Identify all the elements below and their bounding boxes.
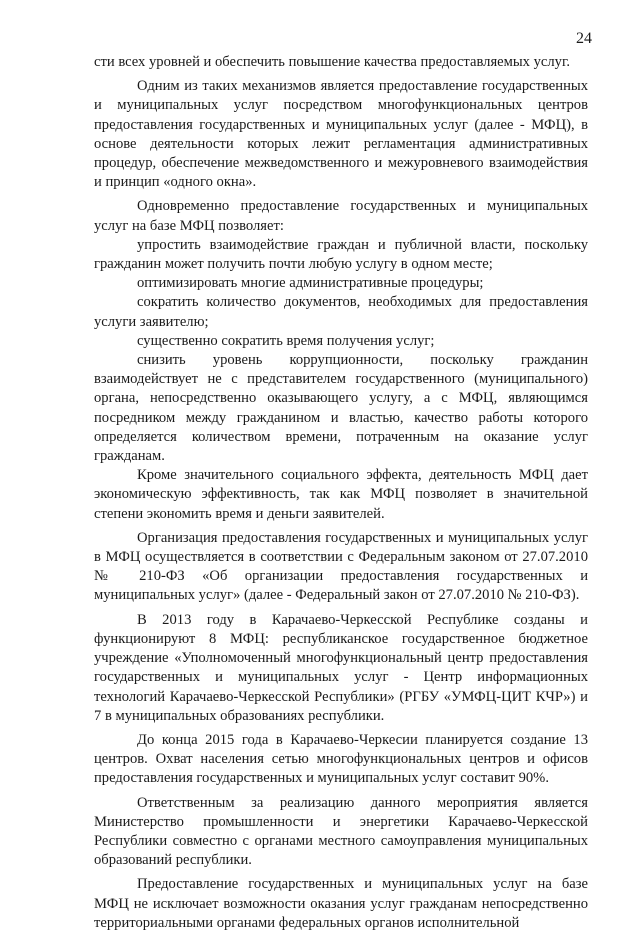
list-item-reduce-time: существенно сократить время получения услуг; [137,332,435,349]
paragraph-federal-bodies: Предоставление государственных и муниципальных услуг на базе МФЦ не исключает возможности оказания услуг гражданам непосредственно территориальными органами федеральных органов исполнительной [94,876,588,931]
paragraph-2015-plan: До конца 2015 года в Карачаево-Черкесии планируется создание 13 центров. Охват населения сетью многофункциональных центров и офисов предоставления государственных и муниципальных услуг составит 90%. [94,731,588,787]
paragraph-mfc-allows: Одновременно предоставление государственных и муниципальных услуг на базе МФЦ позволяет: [94,198,588,234]
paragraph-economic-effect: Кроме значительного социального эффекта, деятельность МФЦ дает экономическую эффективность, так как МФЦ позволяет в значительной степени экономить время и деньги заявителей. [94,467,588,522]
document-body [94,53,588,933]
page-number: 24 [576,30,592,47]
list-item-optimize: оптимизировать многие административные процедуры; [137,275,484,292]
paragraph-2013-centers: В 2013 году в Карачаево-Черкесской Республике созданы и функционируют 8 МФЦ: республиканское государственное бюджетное учреждение «Уполномоченный многофункциональный центр предоставления государственных и муниципальных услуг - Центр информационных технологий Карачаево-Черкесской Республики» (РГБУ «УМФЦ-ЦИТ КЧР») и 7 в муниципальных образованиях республики. [94,611,588,724]
paragraph-federal-law: Организация предоставления государственных и муниципальных услуг в МФЦ осуществляется в соответствии с Федеральным законом от 27.07.2010 № 210-ФЗ «Об организации предоставления государственных и муниципальных услуг» (далее - Федеральный закон от 27.07.2010 № 210-ФЗ). [94,529,588,604]
paragraph-continuation: сти всех уровней и обеспечить повышение качества предоставляемых услуг. [94,54,570,70]
paragraph-responsible-ministry: Ответственным за реализацию данного мероприятия является Министерство промышленности и энергетики Карачаево-Черкесской Республики совместно с органами местного самоуправления муниципальных образований республики. [94,794,588,869]
list-item-simplify: упростить взаимодействие граждан и публичной власти, поскольку гражданин может получить почти любую услугу в одном месте; [94,236,588,273]
list-item-reduce-documents: сократить количество документов, необходимых для предоставления услуги заявителю; [94,294,588,330]
list-item-reduce-corruption: снизить уровень коррупционности, поскольку гражданин взаимодействует не с представителем государственного (муниципального) органа, непосредственно оказывающего услугу, а с МФЦ, являющимся посредником между гражданином и властью, качество работы которого определяется количеством времени, потраченным на оказание услуг гражданам. [94,352,588,465]
paragraph-mfc-mechanism: Одним из таких механизмов является предоставление государственных и муниципальных услуг посредством многофункциональных центров предоставления государственных и муниципальных услуг (далее - МФЦ), в основе деятельности которых лежит регламентация административных процедур, обеспечение межведомственного и межуровневого взаимодействия и принцип «одного окна». [94,78,588,191]
